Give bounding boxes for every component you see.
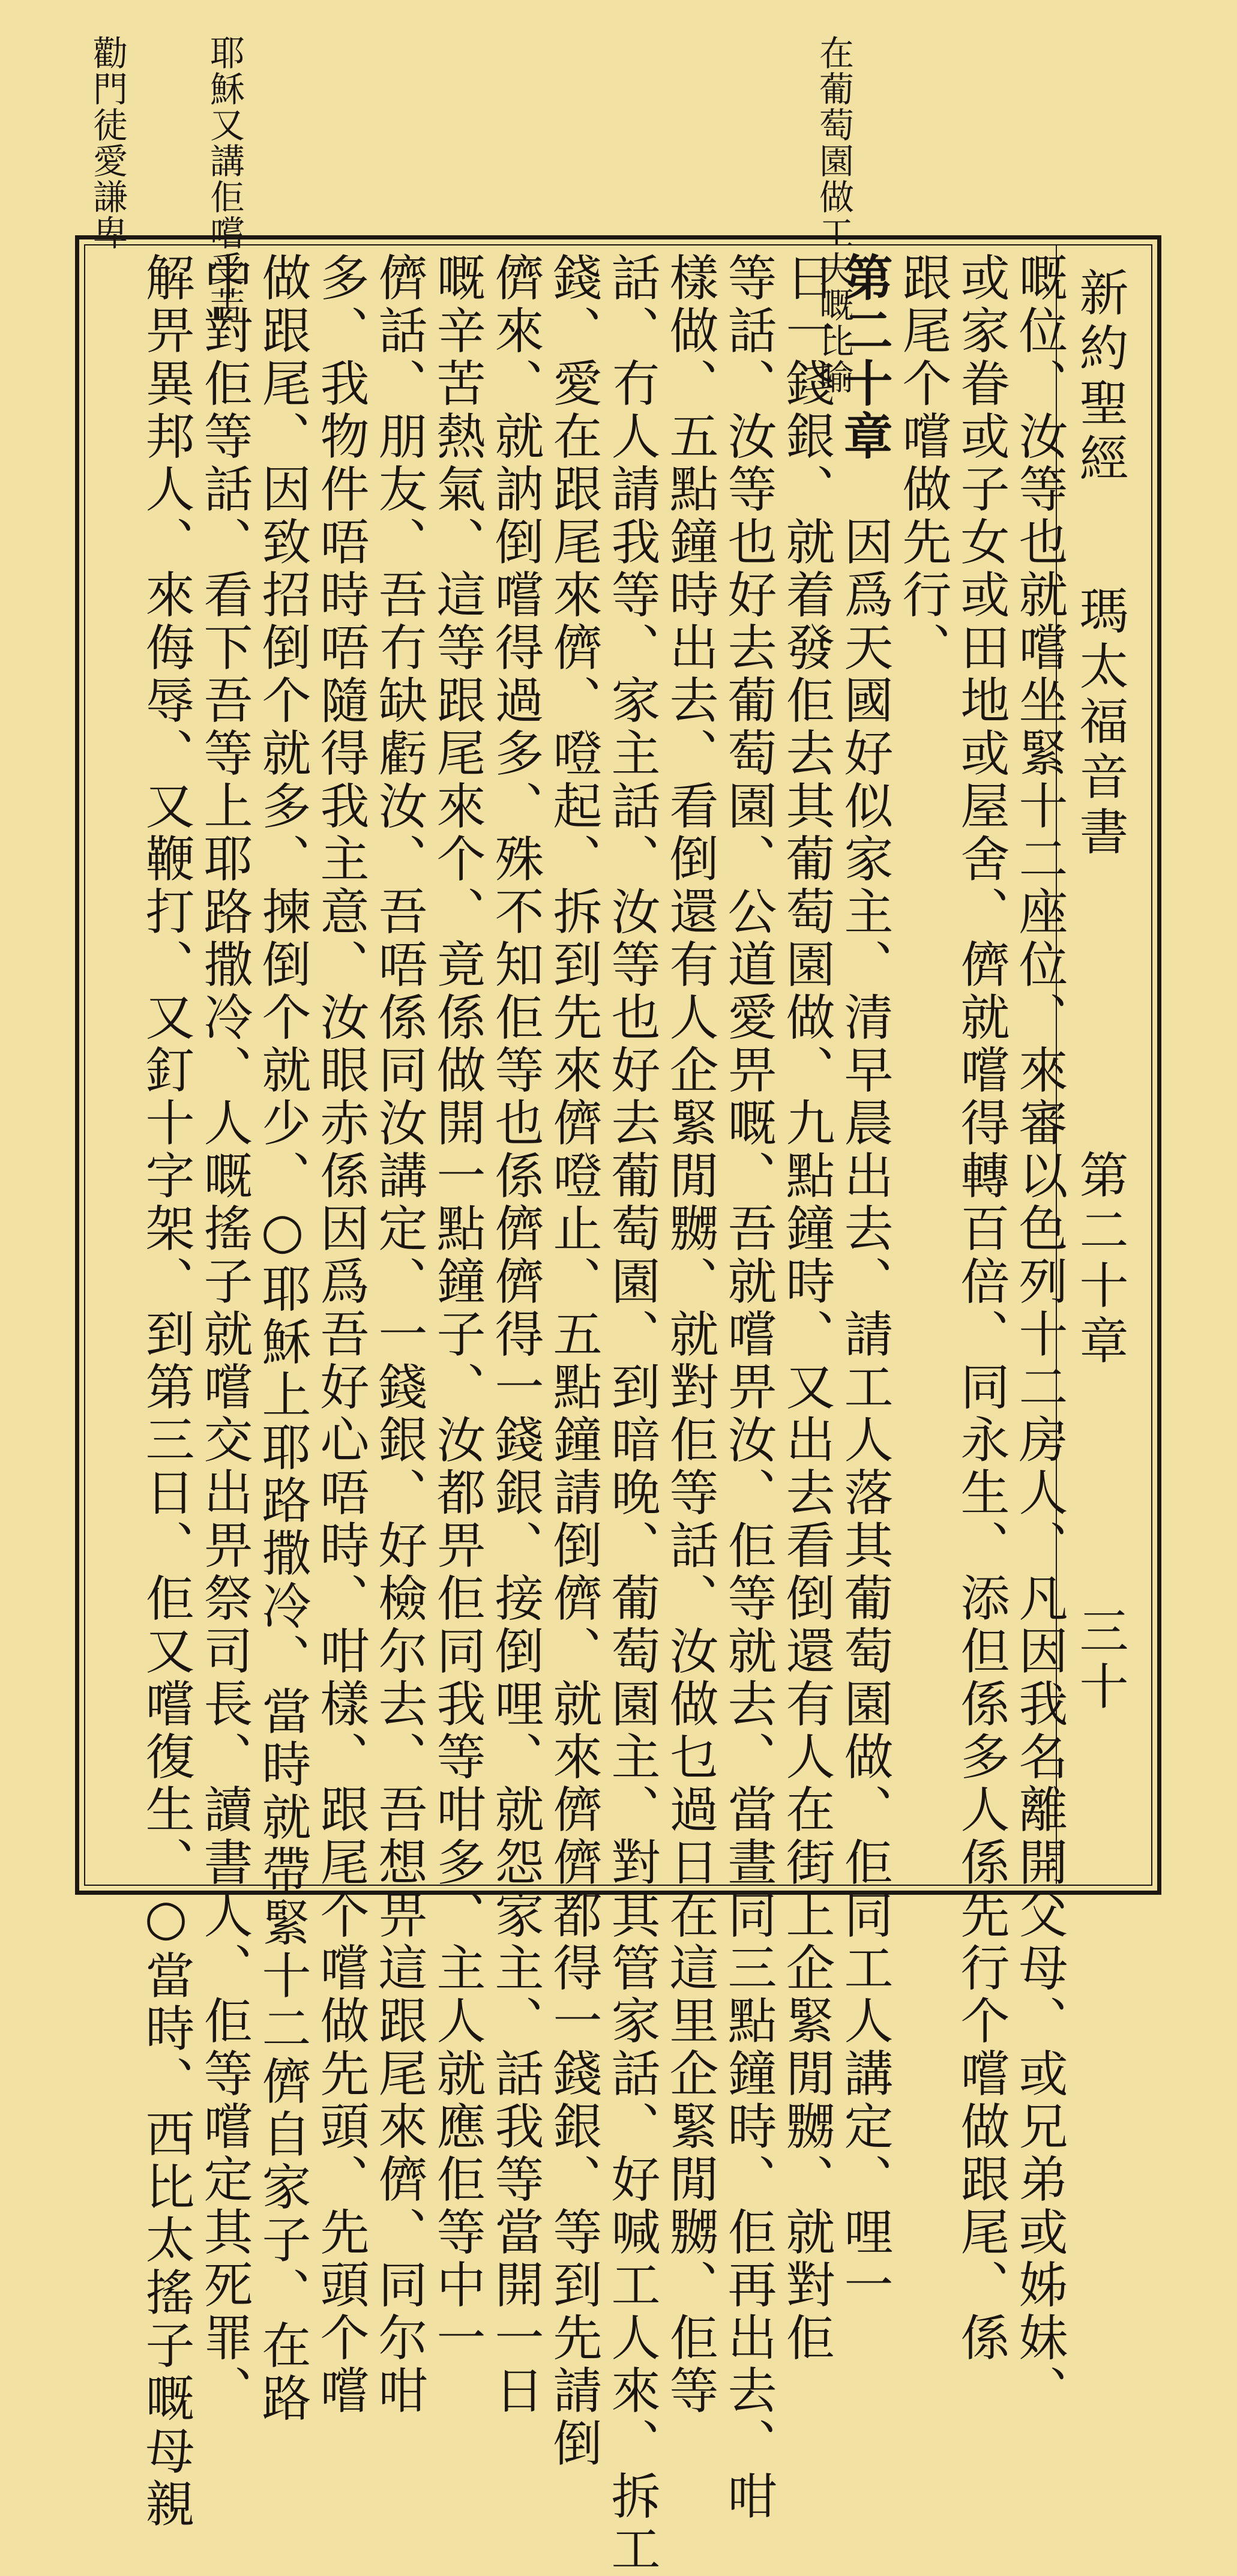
- book-title: 新約聖經: [1071, 267, 1128, 488]
- text-column: 做跟尾、因致招倒个就多、揀倒个就少、○耶穌上耶路撒冷、當時就帶緊十二儕自家子、在路: [254, 252, 311, 2425]
- text-column: 等話、汝等也好去葡萄園、公道愛畀嘅、吾就嚐畀汝、佢等就去、當晝同三點鐘時、佢再出去、咁: [720, 252, 777, 2523]
- headnote-humility: 勸門徒愛謙卑: [87, 35, 128, 251]
- headnote-parable-vineyard: 在葡萄園做工夫嘅比喻: [813, 35, 854, 395]
- chapter-heading: 第二十章: [835, 252, 893, 463]
- text-column: 話、冇人請我等、家主話、汝等也好去葡萄園、到暗晚、葡萄園主、對其管家話、好喊工人來、拆工: [603, 252, 660, 2576]
- text-column: 因爲天國好似家主、清早晨出去、請工人落其葡萄園做、佢同工人講定、哩一: [836, 516, 893, 2312]
- headnote-suffering-foretold: 耶穌又講佢嚐受苦: [204, 35, 245, 323]
- chapter-label: 第二十章: [1071, 1149, 1128, 1370]
- text-column: 或家眷或子女或田地或屋舍、儕就嚐得轉百倍、同永生、添但係多人係先行个嚐做跟尾、係: [953, 252, 1010, 2365]
- text-column: 嘅位、汝等也就嚐坐緊十二座位、來審以色列十二房人、凡因我名離開父母、或兄弟或姊妹、: [1011, 252, 1068, 2418]
- text-column: 跟尾个嚐做先行、: [894, 252, 951, 675]
- text-column: 樣做、五點鐘時出去、看倒還有人企緊閒嬲、就對佢等話、汝做乜過日在這里企緊閒嬲、佢等: [661, 252, 718, 2418]
- text-column: 儕話、朋友、吾冇缺虧汝、吾唔係同汝講定、一錢銀、好檢尔去、吾想畀這跟尾來儕、同尔咁: [370, 252, 427, 2418]
- text-column: 多、我物件唔時唔隨得我主意、汝眼赤係因爲吾好心唔時、咁樣、跟尾个嚐做先頭、先頭个嚐: [312, 252, 369, 2418]
- bleedthrough-text: [552, 35, 587, 107]
- text-column: 解畀異邦人、來侮辱、又鞭打、又釘十字架、到第三日、佢又嚐復生、○當時、西比太搖子嘅母親: [137, 252, 194, 2531]
- gospel-title: 瑪太福音書: [1071, 585, 1128, 861]
- text-column: 錢、愛在跟尾來儕、噔起、拆到先來儕噔止、五點鐘請倒儕、就來儕儕都得一錢銀、等到先請倒: [545, 252, 602, 2470]
- page-number: 三十: [1071, 1605, 1128, 1716]
- text-column: 中對佢等話、看下吾等上耶路撒冷、人嘅搖子就嚐交出畀祭司長、讀書人、佢等嚐定其死罪、: [196, 252, 253, 2418]
- text-column: 日一錢銀、就着發佢去其葡萄園做、九點鐘時、又出去看倒還有人在街上企緊閒嬲、就對佢: [778, 252, 835, 2365]
- text-column: 嘅辛苦熱氣、這等跟尾來个、竟係做開一點鐘子、汝都畀佢同我等咁多、主人就應佢等中一: [429, 252, 486, 2365]
- text-column: 儕來、就訥倒嚐得過多、殊不知佢等也係儕儕得一錢銀、接倒哩、就怨家主、話我等當開一日: [487, 252, 544, 2418]
- running-header: [1057, 249, 1147, 1882]
